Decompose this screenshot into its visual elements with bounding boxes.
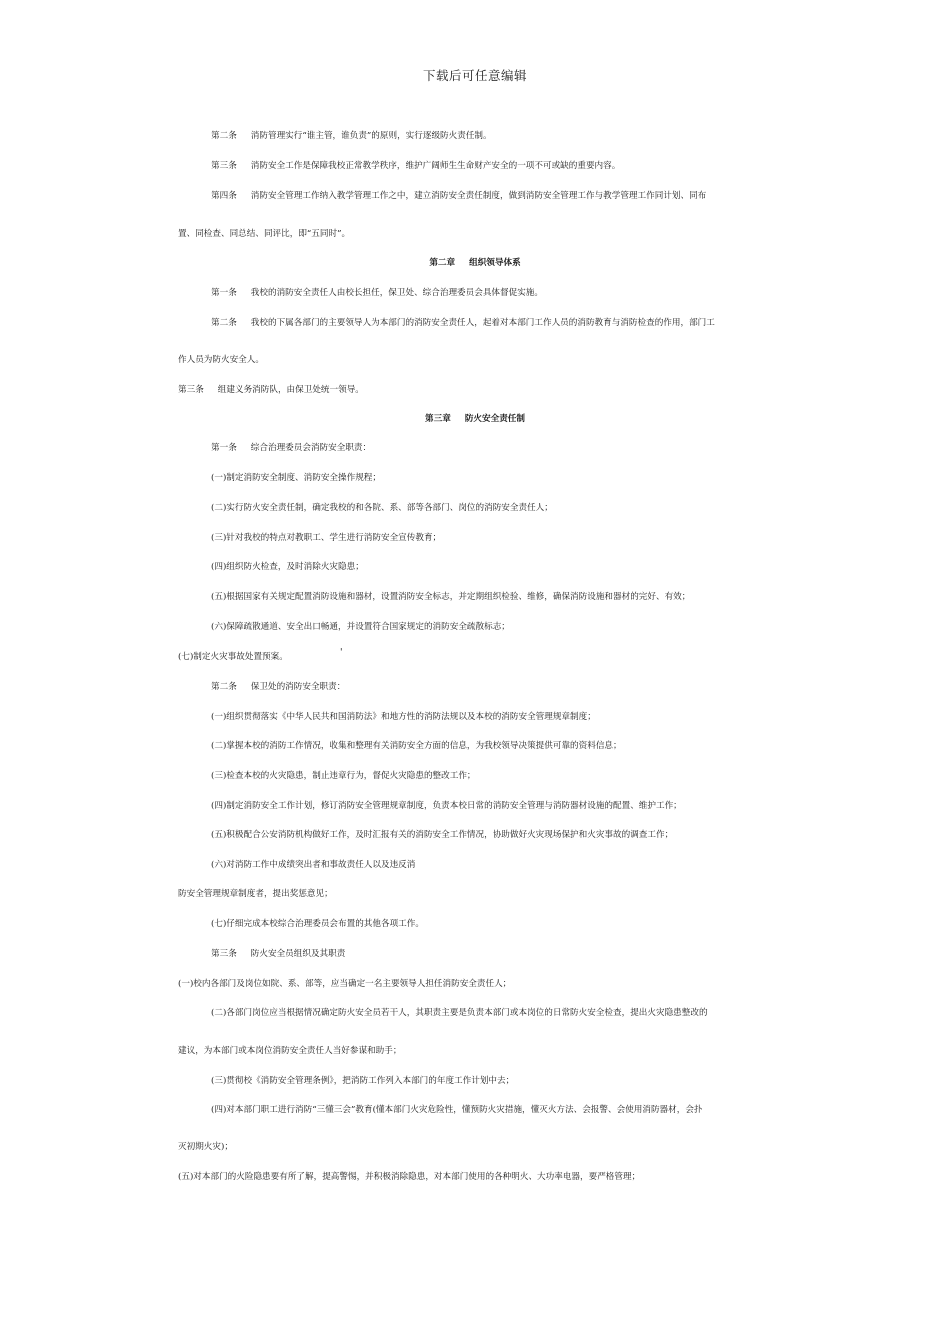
list-item: (一)制定消防安全制度、消防安全操作规程； xyxy=(211,473,381,483)
continuation-line: 置、同检查、同总结、同评比，即“五同时”。 xyxy=(178,229,351,239)
list-item: (四)组织防火检查，及时消除火灾隐患； xyxy=(211,562,364,572)
page-header: 下载后可任意编辑 xyxy=(422,68,527,83)
article-line: 第三条 组建义务消防队，由保卫处统一领导。 xyxy=(178,385,364,395)
list-item: (七)制定火灾事故处置预案。 xyxy=(178,652,288,662)
list-item: (二)各部门岗位应当根据情况确定防火安全员若干人，其职责主要是负责本部门或本岗位的日常防火安全检查，提出火灾隐患整改的 xyxy=(211,1008,708,1018)
article-line: 第二条 保卫处的消防安全职责： xyxy=(211,682,346,692)
list-item: (六)对消防工作中成绩突出者和事故责任人以及违反消 xyxy=(211,860,416,870)
article-line: 第一条 我校的消防安全责任人由校长担任，保卫处、综合治理委员会具体督促实施。 xyxy=(211,288,543,298)
article-line: 第三条 防火安全员组织及其职责 xyxy=(211,949,346,959)
list-item: (六)保障疏散通道、安全出口畅通，并设置符合国家规定的消防安全疏散标志； xyxy=(211,622,510,632)
continuation-line: 作人员为防火安全人。 xyxy=(178,355,264,365)
list-item: (一)组织贯彻落实《中华人民共和国消防法》和地方性的消防法规以及本校的消防安全管理规章制度； xyxy=(211,712,596,722)
list-item: (五)对本部门的火险隐患要有所了解，提高警惕，并积极消除隐患，对本部门使用的各种明火、大功率电器，要严格管理； xyxy=(178,1172,641,1182)
article-line: 第一条 综合治理委员会消防安全职责： xyxy=(211,443,372,453)
continuation-line: 建议，为本部门或本岗位消防安全责任人当好参谋和助手； xyxy=(178,1046,402,1056)
article-line: 第三条 消防安全工作是保障我校正常教学秩序，维护广阔师生生命财产安全的一项不可或缺的重要内容。 xyxy=(211,161,621,171)
stray-mark: ' xyxy=(340,648,343,658)
article-line: 第二条 我校的下属各部门的主要领导人为本部门的消防安全责任人，起着对本部门工作人员的消防教育与消防检查的作用，部门工 xyxy=(211,318,715,328)
list-item: (五)积极配合公安消防机构做好工作，及时汇报有关的消防安全工作情况，协助做好火灾现场保护和火灾事故的调查工作； xyxy=(211,830,674,840)
article-line: 第二条 消防管理实行“谁主管，谁负责”的原则，实行逐级防火责任制。 xyxy=(211,131,492,141)
list-item: (五)根据国家有关规定配置消防设施和器材，设置消防安全标志，并定期组织检验、维修，确保消防设施和器材的完好、有效； xyxy=(211,592,691,602)
article-line: 第四条 消防安全管理工作纳入教学管理工作之中，建立消防安全责任制度，做到消防安全管理工作与教学管理工作同计划、同布 xyxy=(211,191,707,201)
list-item: (三)针对我校的特点对教职工、学生进行消防安全宣传教育； xyxy=(211,533,442,543)
continuation-line: 灭初期火灾)； xyxy=(178,1142,233,1152)
list-item: (三)检查本校的火灾隐患，制止违章行为，督促火灾隐患的整改工作； xyxy=(211,771,476,781)
list-item: (三)贯彻校《消防安全管理条例》，把消防工作列入本部门的年度工作计划中去； xyxy=(211,1076,515,1086)
chapter-heading: 第二章 组织领导体系 xyxy=(429,258,521,268)
list-item: (二)实行防火安全责任制，确定我校的和各院、系、部等各部门、岗位的消防安全责任人； xyxy=(211,503,553,513)
list-item: (四)制定消防安全工作计划，修订消防安全管理规章制度，负责本校日常的消防安全管理与消防器材设施的配置、维护工作； xyxy=(211,801,682,811)
list-item: (七)仔细完成本校综合治理委员会布置的其他各项工作。 xyxy=(211,919,424,929)
list-item: (四)对本部门职工进行消防“三懂三会”教育(懂本部门火灾危险性，懂预防火灾措施，懂灭火方法、会报警、会使用消防器材，会扑 xyxy=(211,1105,703,1115)
chapter-heading: 第三章 防火安全责任制 xyxy=(425,414,525,424)
continuation-line: 防安全管理规章制度者，提出奖惩意见； xyxy=(178,889,333,899)
list-item: (一)校内各部门及岗位如院、系、部等，应当确定一名主要领导人担任消防安全责任人； xyxy=(178,979,512,989)
list-item: (二)掌握本校的消防工作情况，收集和整理有关消防安全方面的信息，为我校领导决策提供可靠的资料信息； xyxy=(211,741,622,751)
